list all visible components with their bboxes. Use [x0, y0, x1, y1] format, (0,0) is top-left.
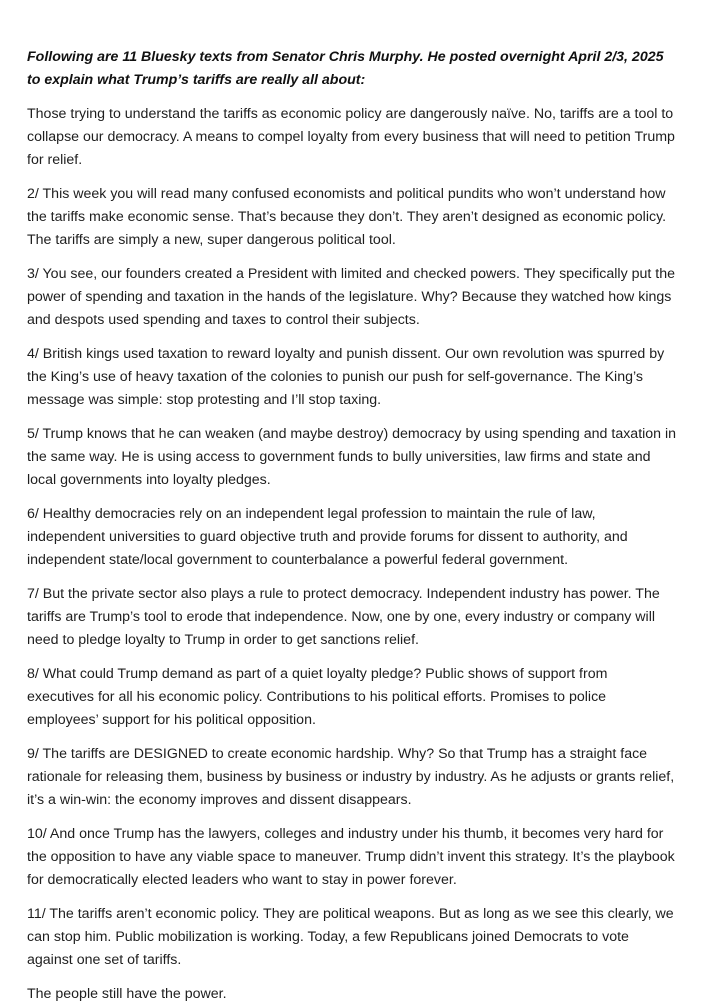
intro-heading: Following are 11 Bluesky texts from Senator Chris Murphy. He posted overnight April 2/3, 2025 to explain what Trump’s tariffs are really all about: [27, 49, 664, 88]
post-paragraph-6: 6/ Healthy democracies rely on an independent legal profession to maintain the rule of law, independent universities to guard objective truth and provide forums for dissent to authority, and independent state/local government to counterbalance a powerful federal government. [27, 506, 628, 568]
post-paragraph-3: 3/ You see, our founders created a President with limited and checked powers. They specifically put the power of spending and taxation in the hands of the legislature. Why? Because they watched how kings and despots used spending and taxes to control their subjects. [27, 266, 676, 328]
post-paragraph-7: 7/ But the private sector also plays a rule to protect democracy. Independent industry has power. The tariffs are Trump’s tool to erode that independence. Now, one by one, every industry or company will need to pledge loyalty to Trump in order to get sanctions relief. [27, 586, 660, 648]
post-paragraph-10: 10/ And once Trump has the lawyers, colleges and industry under his thumb, it becomes very hard for the opposition to have any viable space to maneuver. Trump didn’t invent this strategy. It’s the playbook for democratically elected leaders who want to stay in power forever. [27, 826, 675, 888]
post-paragraph-4: 4/ British kings used taxation to reward loyalty and punish dissent. Our own revolution was spurred by the King’s use of heavy taxation of the colonies to punish our push for self-governance. The King’s message was simple: stop protesting and I’ll stop taxing. [27, 346, 665, 408]
post-paragraph-5: 5/ Trump knows that he can weaken (and maybe destroy) democracy by using spending and taxation in the same way. He is using access to government funds to bully universities, law firms and state and local governments into loyalty pledges. [27, 426, 677, 488]
post-paragraph-1: Those trying to understand the tariffs as economic policy are dangerously naïve. No, tariffs are a tool to collapse our democracy. A means to compel loyalty from every business that will need to petition Trump for relief. [27, 106, 675, 168]
post-paragraph-9: 9/ The tariffs are DESIGNED to create economic hardship. Why? So that Trump has a straight face rationale for releasing them, business by business or industry by industry. As he adjusts or grants relief, it’s a win-win: the economy improves and dissent disappears. [27, 746, 675, 808]
closing-line: The people still have the power. [27, 986, 227, 1002]
document-page [27, 46, 677, 1006]
post-paragraph-8: 8/ What could Trump demand as part of a quiet loyalty pledge? Public shows of support from executives for all his economic policy. Contributions to his political efforts. Promises to police employees’ support for his political opposition. [27, 666, 608, 728]
post-paragraph-11: 11/ The tariffs aren’t economic policy. They are political weapons. But as long as we see this clearly, we can stop him. Public mobilization is working. Today, a few Republicans joined Democrats to vote against one set of tariffs. [27, 906, 674, 968]
post-paragraph-2: 2/ This week you will read many confused economists and political pundits who won’t understand how the tariffs make economic sense. That’s because they don’t. They aren’t designed as economic policy. The tariffs are simply a new, super dangerous political tool. [27, 186, 667, 248]
